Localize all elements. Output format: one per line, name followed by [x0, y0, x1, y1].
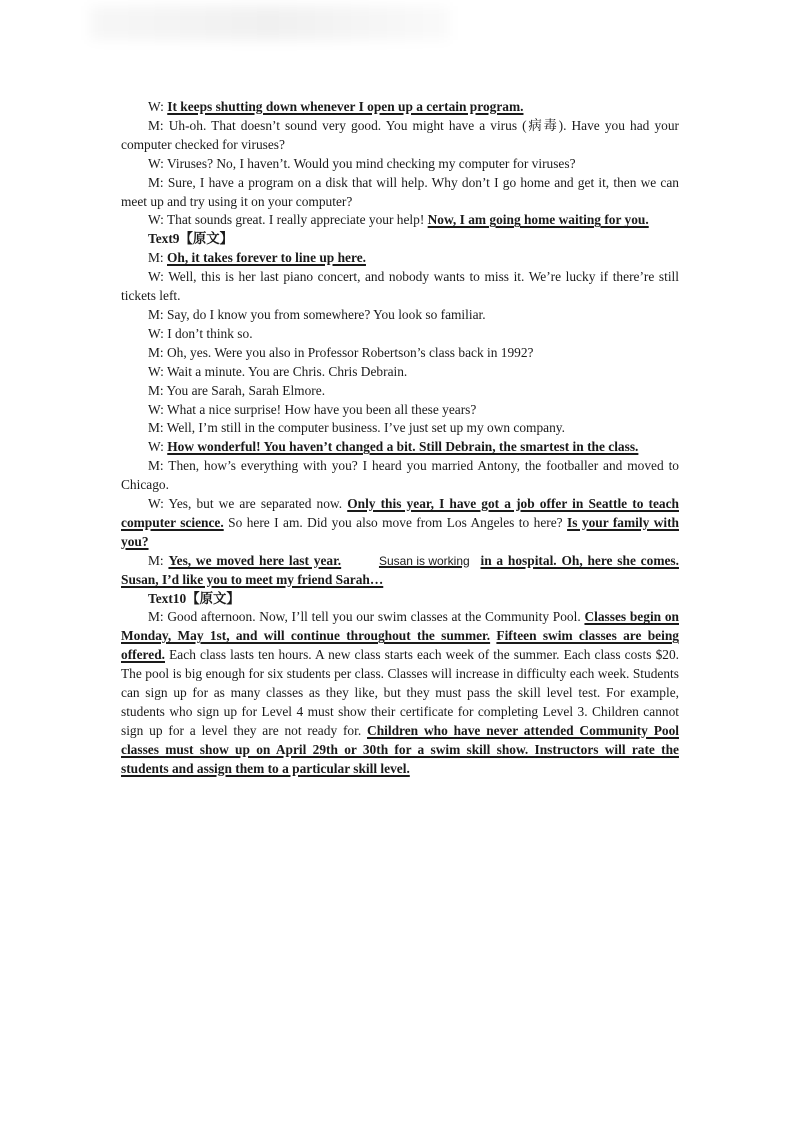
dialog-line: W: That sounds great. I really appreciate your help! Now, I am going home waiting for you. — [148, 212, 649, 228]
dialog-line: M: Uh-oh. That doesn’t sound very good. You might have a virus (病毒). Have you had your computer checked for viruses? — [121, 117, 679, 152]
dialog-line: M: Yes, we moved here last year. Susan is working in a hospital. Oh, here she comes. Susan, I’d like you to meet my friend Sarah… — [121, 552, 679, 587]
section-heading-text9: Text9【原文】 — [148, 231, 234, 247]
dialog-line: M: Sure, I have a program on a disk that will help. Why don’t I go home and get it, then we can meet up and try using it on your computer? — [121, 174, 679, 209]
dialog-line: W: Yes, but we are separated now. Only this year, I have got a job offer in Seattle to teach computer science. So here I am. Did you also move from Los Angeles to here? Is your family with you? — [121, 496, 679, 549]
document-page — [121, 98, 679, 779]
handwritten-answer: Susan is working — [378, 553, 470, 568]
dialog-line: M: Oh, it takes forever to line up here. — [148, 250, 366, 266]
dialog-line: M: Well, I’m still in the computer business. I’ve just set up my own company. — [148, 420, 565, 436]
dialog-line: W: How wonderful! You haven’t changed a bit. Still Debrain, the smartest in the class. — [148, 439, 639, 455]
dialog-line: M: Oh, yes. Were you also in Professor Robertson’s class back in 1992? — [148, 344, 534, 360]
dialog-line: W: Viruses? No, I haven’t. Would you mind checking my computer for viruses? — [148, 155, 576, 171]
dialog-line: M: Say, do I know you from somewhere? You look so familiar. — [148, 306, 486, 322]
dialog-line: M: Then, how’s everything with you? I heard you married Antony, the footballer and moved to Chicago. — [121, 458, 679, 493]
dialog-line: W: Wait a minute. You are Chris. Chris Debrain. — [148, 363, 408, 379]
dialog-line: M: You are Sarah, Sarah Elmore. — [148, 382, 326, 398]
monologue-paragraph: M: Good afternoon. Now, I’ll tell you our swim classes at the Community Pool. Classes begin on Monday, May 1st, and will continue throughout the summer. Fifteen swim classes are being offered. Each class lasts ten hours. A new class starts each week of the summer. Each class costs $20. The pool is big enough for six students per class. Classes will increase in difficulty each week. Students can sign up for as many classes as they like, but they must pass the skill level test. For example, students who sign up for Level 4 must show their certificate for completing Level 3. Children cannot sign up for a level they are not ready for. Children who have never attended Community Pool classes must show up on April 29th or 30th for a swim skill show. Instructors will rate the students and assign them to a particular skill level. — [121, 609, 679, 776]
dialog-line: W: It keeps shutting down whenever I open up a certain program. — [148, 99, 524, 114]
dialog-line: W: Well, this is her last piano concert, and nobody wants to miss it. We’re lucky if there’re still tickets left. — [121, 269, 680, 304]
scan-smudge — [90, 6, 450, 40]
dialog-line: W: I don’t think so. — [148, 325, 253, 341]
dialog-line: W: What a nice surprise! How have you been all these years? — [148, 401, 477, 417]
section-heading-text10: Text10【原文】 — [148, 590, 240, 606]
